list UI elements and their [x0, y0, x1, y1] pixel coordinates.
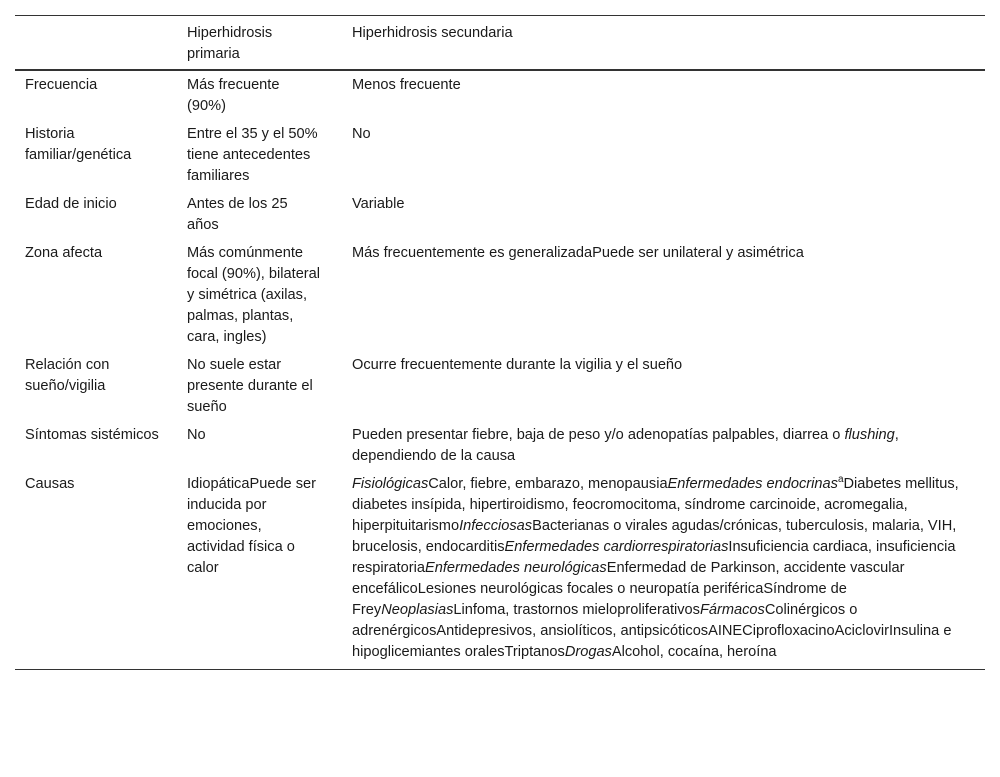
- cell-text: Más frecuentemente es generalizadaPuede ser unilateral y asimétrica: [352, 245, 804, 261]
- row-label: Síntomas sistémicos: [25, 427, 159, 443]
- footnote-marker: a: [837, 474, 844, 486]
- category-heading: Enfermedades endocrinas: [667, 476, 838, 492]
- table-header-row: [15, 16, 985, 71]
- cell-text: Bacterianas o virales agudas/crónicas, tuberculosis, malaria, VIH, brucelosis, endocarditis: [352, 518, 957, 555]
- cell-text: Ocurre frecuentemente durante la vigilia y el sueño: [352, 357, 683, 373]
- primaria-cell: IdiopáticaPuede ser inducida por emociones, actividad física o calor: [187, 476, 316, 576]
- row-label: Historia familiar/genética: [25, 126, 132, 163]
- table-row: [15, 470, 985, 670]
- category-heading: Enfermedades cardiorrespiratorias: [504, 539, 729, 555]
- category-heading: Infecciosas: [459, 518, 533, 534]
- row-label: Zona afecta: [25, 245, 103, 261]
- cell-text: Insuficiencia cardiaca, insuficiencia respiratoria: [352, 539, 956, 576]
- category-heading: Drogas: [564, 644, 612, 660]
- primaria-cell: Más comúnmente focal (90%), bilateral y simétrica (axilas, palmas, plantas, cara, ingles): [187, 245, 321, 345]
- secundaria-cell: [342, 120, 985, 190]
- cell-text: , dependiendo de la causa: [352, 427, 899, 464]
- table-row: [15, 120, 985, 190]
- cell-text: Diabetes mellitus, diabetes insípida, hipertiroidismo, feocromocitoma, síndrome carcinoide, acromegalia, hiperpituitarismo: [352, 476, 959, 534]
- header-secundaria: Hiperhidrosis secundaria: [352, 25, 513, 41]
- cell-text: No: [352, 126, 371, 142]
- cell-text: Calor, fiebre, embarazo, menopausia: [428, 476, 668, 492]
- cell-text: Linfoma, trastornos mieloproliferativos: [453, 602, 700, 618]
- cell-text: Enfermedad de Parkinson, accidente vascular encefálicoLesiones neurológicas focales o neuropatía periféricaSíndrome de Frey: [352, 560, 905, 618]
- cell-text: Menos frecuente: [352, 77, 461, 93]
- primaria-cell: Entre el 35 y el 50% tiene antecedentes familiares: [187, 126, 318, 184]
- table-row: [15, 351, 985, 421]
- category-heading: Neoplasias: [381, 602, 454, 618]
- secundaria-cell: [342, 470, 985, 670]
- category-heading: Fisiológicas: [352, 476, 429, 492]
- row-label: Causas: [25, 476, 75, 492]
- cell-text: Alcohol, cocaína, heroína: [611, 644, 777, 660]
- category-heading: Enfermedades neurológicas: [425, 560, 607, 576]
- primaria-cell: No suele estar presente durante el sueño: [187, 357, 313, 415]
- secundaria-cell: [342, 351, 985, 421]
- secundaria-cell: [342, 421, 985, 470]
- cell-text: Variable: [352, 196, 405, 212]
- row-label: Edad de inicio: [25, 196, 117, 212]
- hyperhidrosis-comparison-table: [15, 15, 985, 670]
- secundaria-cell: [342, 70, 985, 120]
- secundaria-cell: [342, 190, 985, 239]
- row-label: Relación con sueño/vigilia: [25, 357, 110, 394]
- primaria-cell: No: [187, 427, 206, 443]
- category-heading: Fármacos: [699, 602, 765, 618]
- row-label: Frecuencia: [25, 77, 98, 93]
- table-row: [15, 421, 985, 470]
- primaria-cell: Más frecuente (90%): [187, 77, 280, 114]
- header-empty: [15, 16, 177, 71]
- header-primaria: Hiperhidrosis primaria: [187, 25, 273, 62]
- cell-text: Pueden presentar fiebre, baja de peso y/o adenopatías palpables, diarrea o: [352, 427, 845, 443]
- table-body: [15, 70, 985, 670]
- table-row: [15, 190, 985, 239]
- category-heading: flushing: [844, 427, 895, 443]
- primaria-cell: Antes de los 25 años: [187, 196, 288, 233]
- table-row: [15, 70, 985, 120]
- table-row: [15, 239, 985, 351]
- cell-text: Colinérgicos o adrenérgicosAntidepresivos, ansiolíticos, antipsicóticosAINECiprofloxacinoAciclovirInsulina e hipoglicemiantes oralesTriptanos: [352, 602, 952, 660]
- secundaria-cell: [342, 239, 985, 351]
